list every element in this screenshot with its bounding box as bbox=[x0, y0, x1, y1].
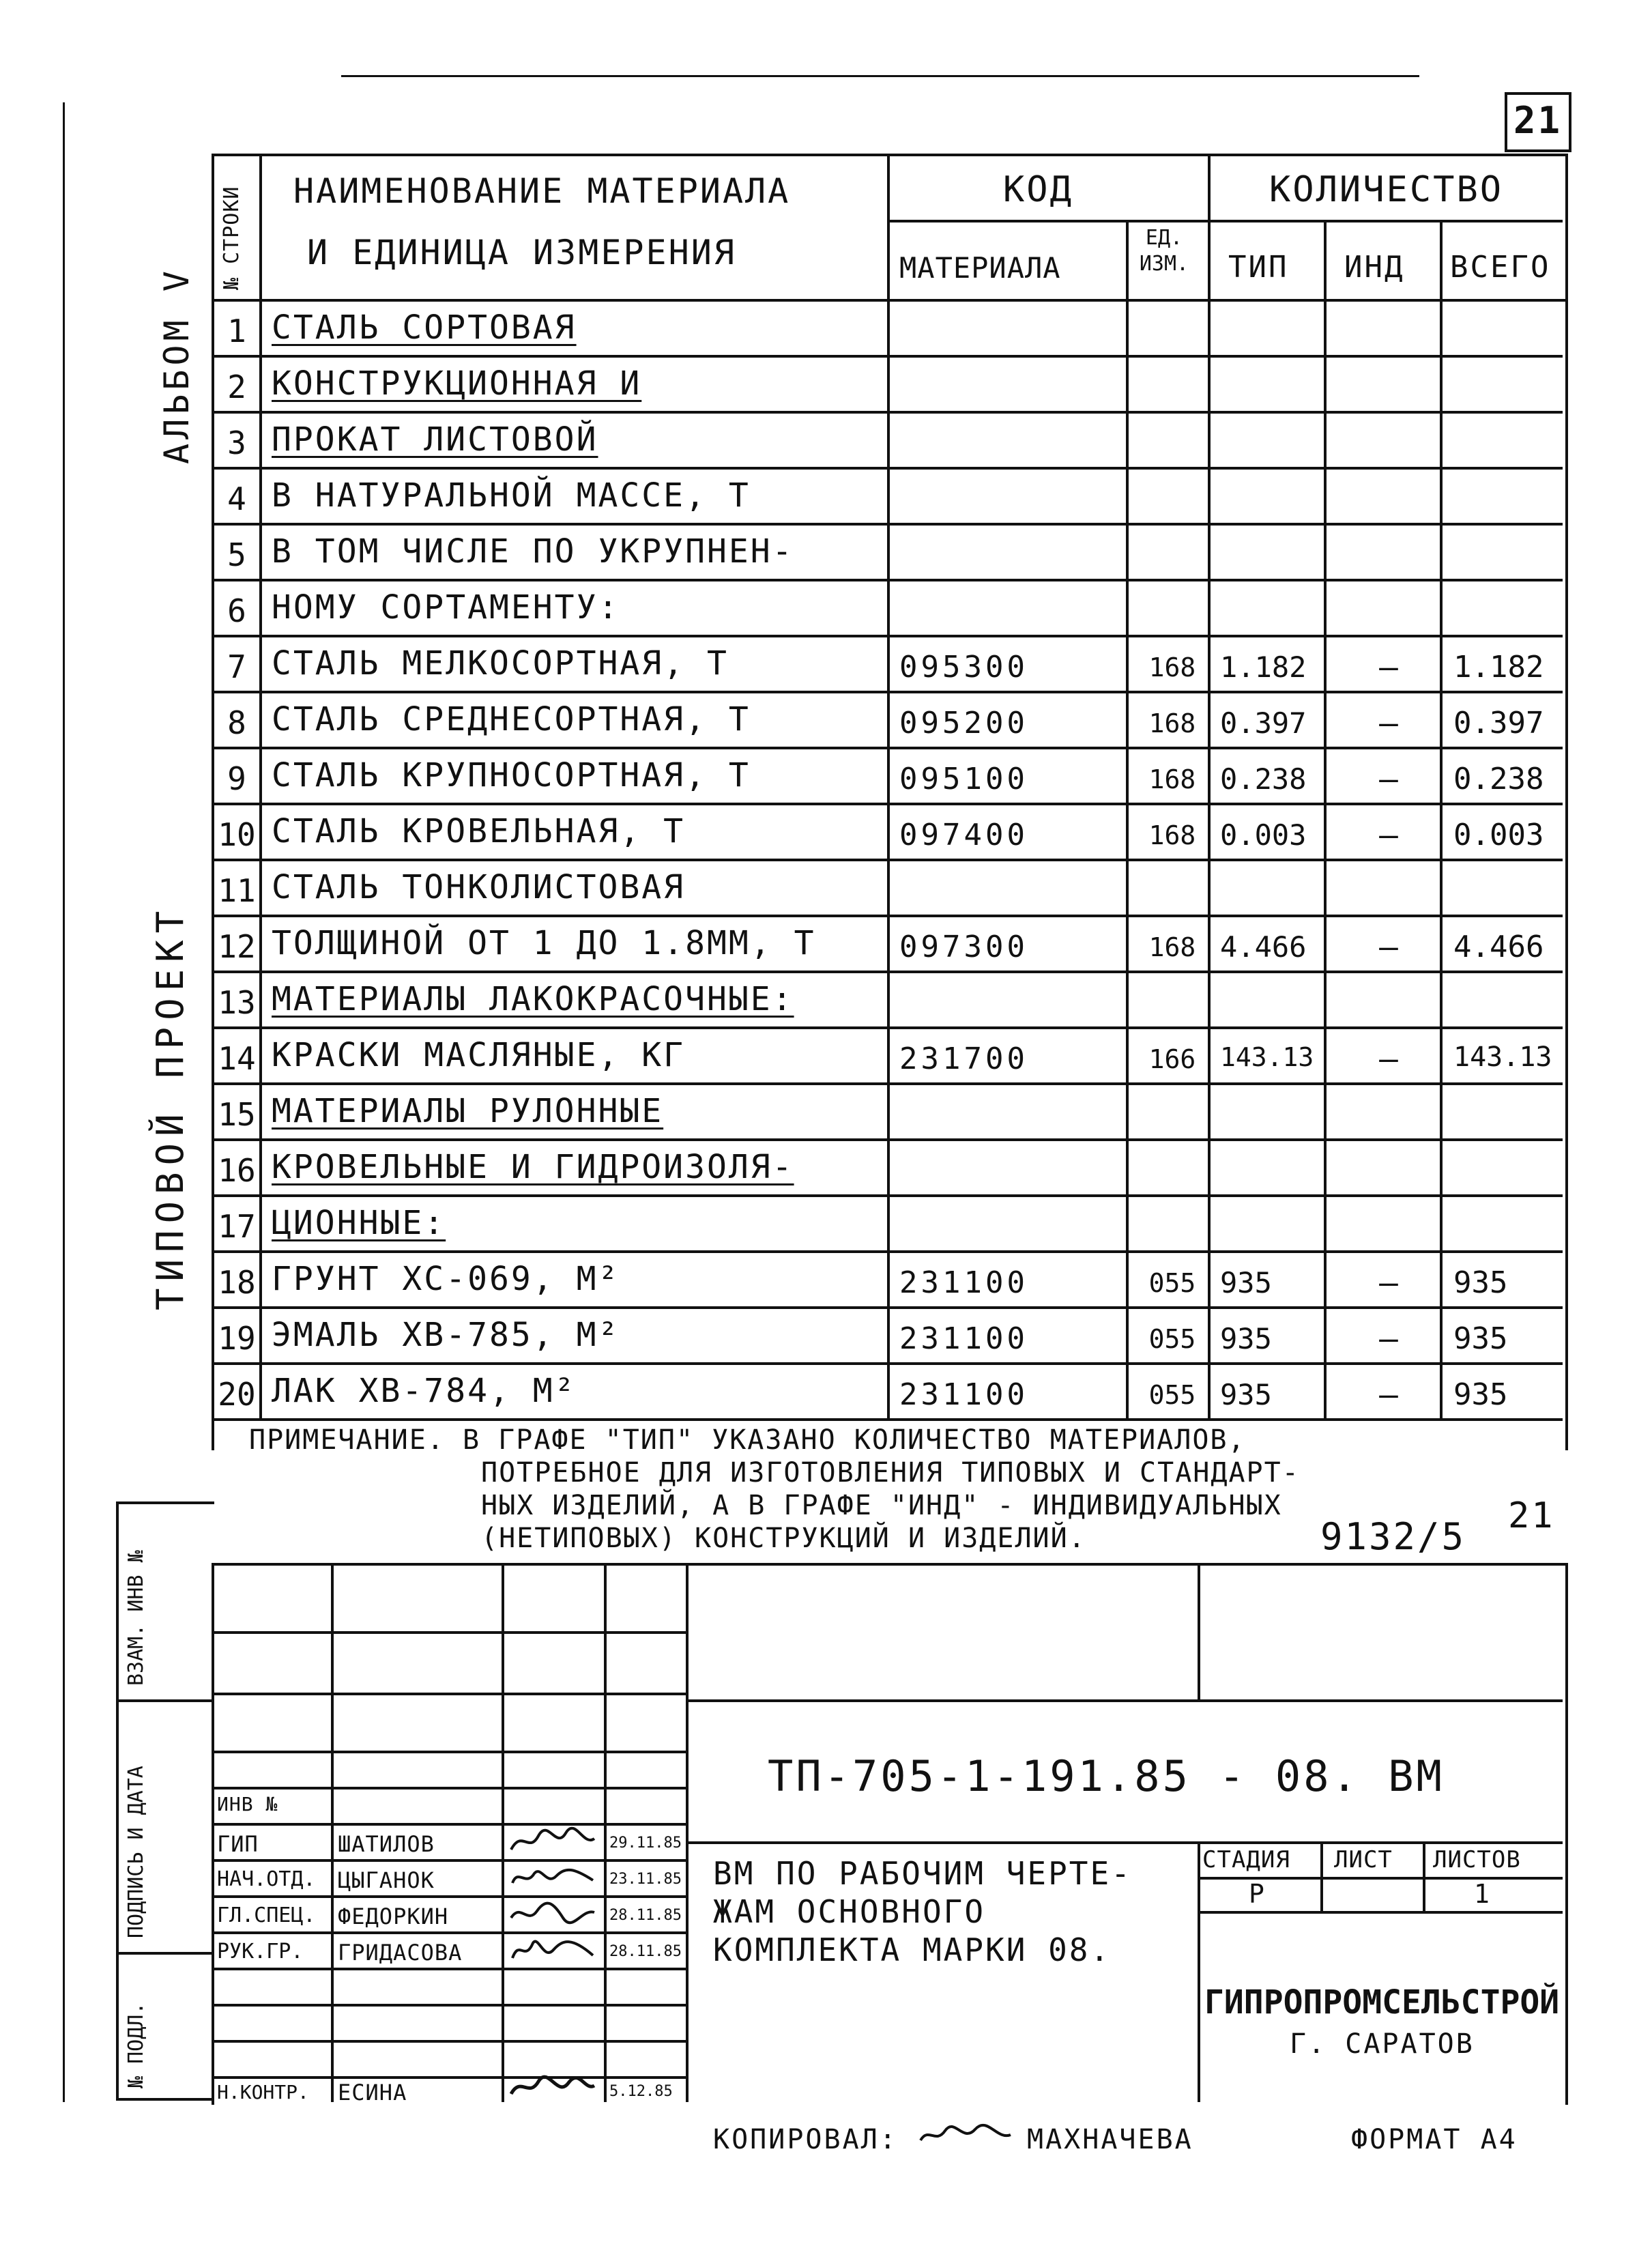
stage-values-line bbox=[1198, 1911, 1563, 1914]
unit-code: 055 bbox=[1148, 1268, 1196, 1298]
qty-type: 0.238 bbox=[1220, 762, 1307, 796]
sig-col-line bbox=[502, 1563, 504, 2102]
project-type-label: ТИПОВОЙ ПРОЕКТ bbox=[149, 904, 192, 1310]
material-name: СТАЛЬ СОРТОВАЯ bbox=[272, 308, 577, 347]
top-rule bbox=[341, 75, 1419, 77]
material-name: В НАТУРАЛЬНОЙ МАССЕ, Т bbox=[272, 476, 751, 515]
row-number: 16 bbox=[218, 1152, 256, 1189]
qty-type: 4.466 bbox=[1220, 930, 1307, 964]
sheets-label: ЛИСТОВ bbox=[1433, 1846, 1521, 1873]
row-number: 7 bbox=[227, 648, 246, 685]
upper-right-divider bbox=[1198, 1563, 1200, 1699]
signer-role: ГИП bbox=[217, 1831, 259, 1857]
row-number: 4 bbox=[227, 480, 246, 517]
signer-date: 23.11.85 bbox=[609, 1871, 682, 1888]
sig-col-line bbox=[331, 1563, 334, 2102]
document-designation: ТП-705-1-191.85 - 08. ВМ bbox=[768, 1751, 1445, 1801]
sig-row-line bbox=[212, 1823, 686, 1826]
note-line-2: ПОТРЕБНОЕ ДЛЯ ИЗГОТОВЛЕНИЯ ТИПОВЫХ И СТАНДАРТ- bbox=[481, 1457, 1300, 1489]
signer-role: Н.КОНТР. bbox=[217, 2081, 309, 2103]
material-name: КРАСКИ МАСЛЯНЫЕ, КГ bbox=[272, 1036, 686, 1074]
album-label: АЛЬБОМ V bbox=[157, 267, 197, 464]
sheets-value: 1 bbox=[1474, 1879, 1492, 1909]
sig-col-line bbox=[604, 1563, 607, 2102]
signer-date: 5.12.85 bbox=[609, 2083, 673, 2100]
qty-type: 935 bbox=[1220, 1266, 1272, 1299]
note-line-3: НЫХ ИЗДЕЛИЙ, А В ГРАФЕ "ИНД" - ИНДИВИДУАЛЬНЫХ bbox=[481, 1490, 1282, 1521]
sig-row-line bbox=[212, 1693, 686, 1695]
note-ref: 9132/5 bbox=[1320, 1515, 1466, 1558]
material-code: 231700 bbox=[899, 1041, 1028, 1076]
material-name: МАТЕРИАЛЫ ЛАКОКРАСОЧНЫЕ: bbox=[272, 980, 794, 1018]
qty-total: 1.182 bbox=[1453, 650, 1544, 685]
row-number: 14 bbox=[218, 1040, 256, 1077]
header-code-material: МАТЕРИАЛА bbox=[899, 251, 1061, 285]
material-name: ЭМАЛЬ ХВ-785, М² bbox=[272, 1316, 620, 1354]
qty-type: 935 bbox=[1220, 1378, 1272, 1411]
qty-type: 935 bbox=[1220, 1322, 1272, 1355]
header-qty-total: ВСЕГО bbox=[1450, 250, 1551, 285]
row-line bbox=[212, 1418, 1563, 1421]
designation-bottom-line bbox=[686, 1841, 1563, 1844]
stage-col-line bbox=[1423, 1841, 1425, 1911]
signer-name: ЦЫГАНОК bbox=[338, 1867, 435, 1893]
note-line-4: (НЕТИПОВЫХ) КОНСТРУКЦИЙ И ИЗДЕЛИЙ. bbox=[481, 1523, 1086, 1554]
unit-code: 168 bbox=[1148, 652, 1196, 682]
signature-mark bbox=[508, 1899, 597, 1929]
stage-box-left bbox=[1198, 1841, 1200, 2102]
copied-name: МАХНАЧЕВА bbox=[1027, 2124, 1193, 2155]
material-code: 095300 bbox=[899, 650, 1028, 685]
row-number: 13 bbox=[218, 984, 256, 1021]
col-line-ind bbox=[1324, 220, 1327, 1418]
unit-code: 055 bbox=[1148, 1380, 1196, 1410]
signer-date: 28.11.85 bbox=[609, 1943, 682, 1960]
row-number: 17 bbox=[218, 1208, 256, 1245]
row-number: 11 bbox=[218, 872, 256, 909]
qty-total: 0.397 bbox=[1453, 706, 1544, 741]
note-ref-page: 21 bbox=[1508, 1495, 1555, 1536]
sig-row-line bbox=[212, 2076, 686, 2079]
signer-name: ФЕДОРКИН bbox=[338, 1903, 449, 1929]
qty-ind: — bbox=[1379, 1320, 1398, 1357]
sig-row-line bbox=[212, 2004, 686, 2007]
qty-type: 0.397 bbox=[1220, 706, 1307, 740]
qty-ind: — bbox=[1379, 704, 1398, 741]
stage-label: СТАДИЯ bbox=[1202, 1846, 1290, 1873]
signature-mark bbox=[508, 1863, 597, 1893]
row-number: 3 bbox=[227, 425, 246, 461]
signer-name: ЕСИНА bbox=[338, 2080, 407, 2105]
copier-signature-mark bbox=[918, 2121, 1013, 2148]
header-sub-line-code bbox=[887, 220, 1563, 222]
sheet-label: ЛИСТ bbox=[1334, 1846, 1393, 1873]
row-number: 1 bbox=[227, 313, 246, 349]
qty-type: 143.13 bbox=[1220, 1042, 1314, 1072]
signer-role: ГЛ.СПЕЦ. bbox=[217, 1903, 316, 1927]
material-name: МАТЕРИАЛЫ РУЛОННЫЕ bbox=[272, 1092, 664, 1130]
material-name: ЛАК ХВ-784, М² bbox=[272, 1372, 577, 1410]
stamp-divider-1 bbox=[116, 1699, 212, 1702]
col-line-unit bbox=[1126, 220, 1129, 1418]
unit-code: 168 bbox=[1148, 764, 1196, 794]
organization-city: Г. САРАТОВ bbox=[1290, 2028, 1475, 2060]
sig-col-line bbox=[686, 1563, 689, 2102]
sig-row-line bbox=[212, 1631, 686, 1634]
qty-ind: — bbox=[1379, 816, 1398, 853]
table-frame bbox=[212, 154, 1568, 1450]
stamp-label-signature: ПОДПИСЬ И ДАТА bbox=[124, 1766, 148, 1938]
unit-code: 055 bbox=[1148, 1324, 1196, 1354]
row-number: 6 bbox=[227, 592, 246, 629]
row-number: 20 bbox=[218, 1376, 256, 1413]
material-name: СТАЛЬ МЕЛКОСОРТНАЯ, Т bbox=[272, 644, 729, 682]
row-number: 5 bbox=[227, 536, 246, 573]
row-number: 15 bbox=[218, 1096, 256, 1133]
signature-mark bbox=[508, 2073, 597, 2102]
stage-col-line bbox=[1320, 1841, 1323, 1911]
page-number: 21 bbox=[1513, 99, 1563, 142]
qty-ind: — bbox=[1379, 648, 1398, 685]
material-name: КРОВЕЛЬНЫЕ И ГИДРОИЗОЛЯ- bbox=[272, 1148, 794, 1186]
sig-row-line bbox=[212, 1895, 686, 1898]
stamp-label-original: № ПОДЛ. bbox=[124, 2002, 148, 2088]
signer-date: 29.11.85 bbox=[609, 1835, 682, 1852]
unit-code: 168 bbox=[1148, 932, 1196, 962]
unit-code: 168 bbox=[1148, 820, 1196, 850]
sig-row-line bbox=[212, 1931, 686, 1934]
stamp-divider-2 bbox=[116, 1952, 212, 1955]
doc-title-line-3: КОМПЛЕКТА МАРКИ 08. bbox=[713, 1931, 1112, 1968]
qty-ind: — bbox=[1379, 760, 1398, 797]
sig-row-line bbox=[212, 1787, 686, 1789]
material-name: ПРОКАТ ЛИСТОВОЙ bbox=[272, 420, 598, 459]
signer-name: ГРИДАСОВА bbox=[338, 1940, 463, 1966]
qty-ind: — bbox=[1379, 928, 1398, 965]
upper-right-line bbox=[686, 1699, 1563, 1702]
col-line-qty bbox=[1208, 154, 1211, 1418]
qty-ind: — bbox=[1379, 1264, 1398, 1301]
margin-line bbox=[63, 102, 65, 2102]
qty-ind: — bbox=[1379, 1376, 1398, 1413]
note-line-1: ПРИМЕЧАНИЕ. В ГРАФЕ "ТИП" УКАЗАНО КОЛИЧЕСТВО МАТЕРИАЛОВ, bbox=[249, 1424, 1246, 1456]
col-line-total bbox=[1440, 220, 1443, 1418]
material-code: 097400 bbox=[899, 818, 1028, 852]
row-number: 12 bbox=[218, 928, 256, 965]
material-code: 095100 bbox=[899, 762, 1028, 796]
signer-role: РУК.ГР. bbox=[217, 1940, 304, 1964]
qty-type: 0.003 bbox=[1220, 818, 1307, 852]
signer-name: ШАТИЛОВ bbox=[338, 1831, 435, 1857]
material-code: 231100 bbox=[899, 1321, 1028, 1356]
sig-row-line bbox=[212, 1751, 686, 1753]
signature-mark bbox=[508, 1826, 597, 1856]
unit-code: 166 bbox=[1148, 1044, 1196, 1074]
qty-total: 0.238 bbox=[1453, 762, 1544, 796]
stamp-label-replacement: ВЗАМ. ИНВ № bbox=[124, 1550, 148, 1686]
material-name: В ТОМ ЧИСЛЕ ПО УКРУПНЕН- bbox=[272, 532, 794, 571]
material-code: 097300 bbox=[899, 930, 1028, 964]
qty-total: 143.13 bbox=[1453, 1041, 1552, 1073]
material-name: СТАЛЬ СРЕДНЕСОРТНАЯ, Т bbox=[272, 700, 751, 738]
doc-title-line-2: ЖАМ ОСНОВНОГО bbox=[713, 1893, 986, 1930]
qty-total: 935 bbox=[1453, 1321, 1508, 1356]
material-name: КОНСТРУКЦИОННАЯ И bbox=[272, 364, 642, 403]
row-number: 8 bbox=[227, 704, 246, 741]
header-code-group: КОД bbox=[1003, 169, 1073, 210]
header-qty-group: КОЛИЧЕСТВО bbox=[1269, 169, 1504, 210]
material-name: НОМУ СОРТАМЕНТУ: bbox=[272, 588, 620, 627]
inv-label: ИНВ № bbox=[217, 1793, 278, 1815]
material-name: СТАЛЬ КРОВЕЛЬНАЯ, Т bbox=[272, 812, 686, 850]
row-number: 2 bbox=[227, 369, 246, 405]
sig-row-line bbox=[212, 1859, 686, 1862]
material-name: ГРУНТ ХС-069, М² bbox=[272, 1260, 620, 1298]
row-number: 10 bbox=[218, 816, 256, 853]
copied-label: КОПИРОВАЛ: bbox=[713, 2124, 898, 2155]
page-format: ФОРМАТ А4 bbox=[1351, 2124, 1518, 2155]
row-number: 18 bbox=[218, 1264, 256, 1301]
sig-row-line bbox=[212, 1968, 686, 1970]
header-qty-ind: ИНД bbox=[1344, 250, 1405, 285]
header-name-line1: НАИМЕНОВАНИЕ МАТЕРИАЛА bbox=[293, 171, 791, 211]
unit-code: 168 bbox=[1148, 708, 1196, 738]
signature-mark bbox=[508, 1935, 597, 1965]
qty-total: 0.003 bbox=[1453, 818, 1544, 852]
material-name: ЦИОННЫЕ: bbox=[272, 1204, 446, 1242]
material-name: СТАЛЬ ТОНКОЛИСТОВАЯ bbox=[272, 868, 686, 906]
material-code: 095200 bbox=[899, 706, 1028, 741]
signer-date: 28.11.85 bbox=[609, 1907, 682, 1924]
organization-name: ГИПРОПРОМСЕЛЬСТРОЙ bbox=[1204, 1983, 1560, 2022]
header-row-no: № СТРОКИ bbox=[220, 186, 244, 290]
qty-total: 935 bbox=[1453, 1265, 1508, 1300]
material-code: 231100 bbox=[899, 1377, 1028, 1412]
header-code-unit: ЕД. ИЗМ. bbox=[1139, 226, 1189, 276]
row-number: 19 bbox=[218, 1320, 256, 1357]
side-stamp-box bbox=[116, 1501, 214, 2101]
header-name-line2: И ЕДИНИЦА ИЗМЕРЕНИЯ bbox=[307, 233, 736, 272]
sig-row-line bbox=[212, 2040, 686, 2043]
qty-total: 935 bbox=[1453, 1377, 1508, 1412]
col-line-code bbox=[887, 154, 890, 1418]
signer-role: НАЧ.ОТД. bbox=[217, 1867, 316, 1891]
material-code: 231100 bbox=[899, 1265, 1028, 1300]
stage-value: Р bbox=[1249, 1879, 1266, 1909]
qty-total: 4.466 bbox=[1453, 930, 1544, 964]
doc-title-line-1: ВМ ПО РАБОЧИМ ЧЕРТЕ- bbox=[713, 1855, 1132, 1892]
row-number: 9 bbox=[227, 760, 246, 797]
qty-type: 1.182 bbox=[1220, 650, 1307, 684]
qty-ind: — bbox=[1379, 1040, 1398, 1077]
material-name: СТАЛЬ КРУПНОСОРТНАЯ, Т bbox=[272, 756, 751, 794]
header-qty-type: ТИП bbox=[1228, 250, 1289, 285]
material-name: ТОЛЩИНОЙ ОТ 1 ДО 1.8ММ, Т bbox=[272, 924, 816, 962]
